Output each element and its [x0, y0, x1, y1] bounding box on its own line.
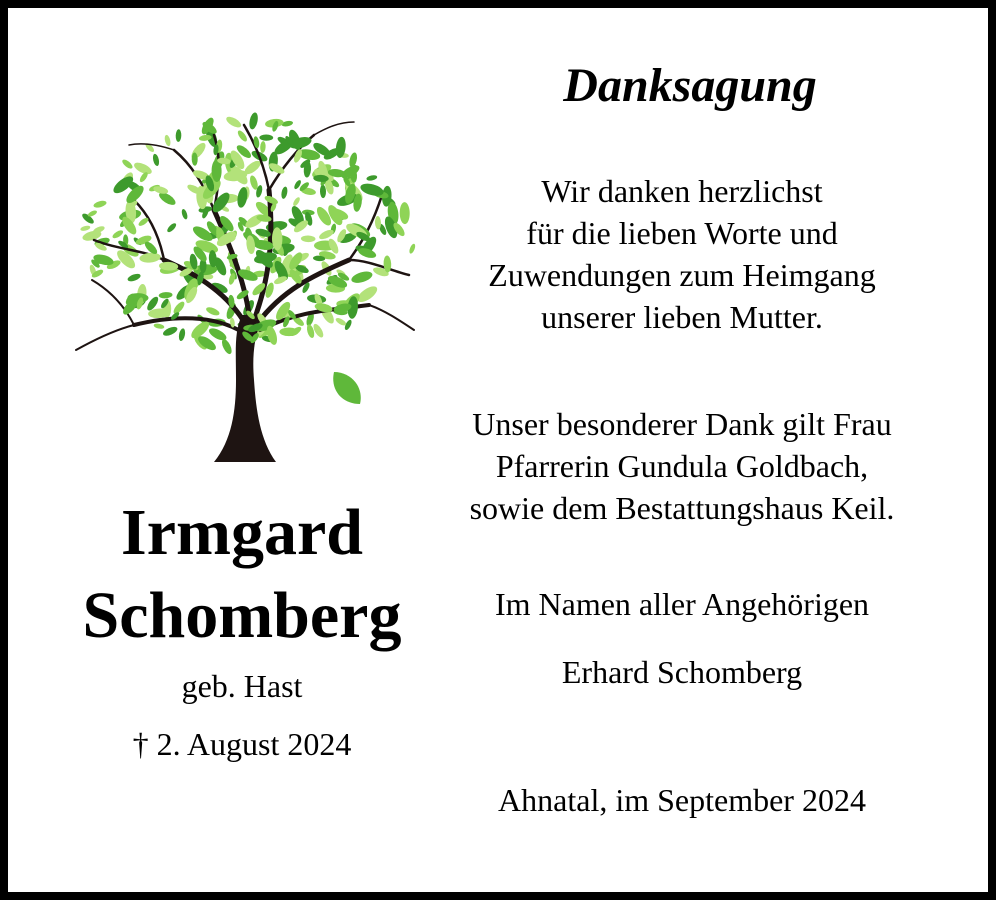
leaf: [166, 222, 178, 234]
leaf: [121, 158, 134, 170]
place-date: Ahnatal, im September 2024: [498, 782, 866, 818]
thanks-line: für die lieben Worte und: [526, 215, 838, 251]
leaf: [153, 323, 165, 330]
leaf: [80, 225, 91, 232]
special-thanks-line: sowie dem Bestattungshaus Keil.: [469, 490, 895, 526]
special-thanks-line: Unser besonderer Dank gilt Frau: [472, 406, 892, 442]
leaf: [132, 160, 153, 176]
thanks-line: unserer lieben Mutter.: [541, 299, 823, 335]
leaf: [220, 338, 234, 356]
leaf: [292, 196, 301, 207]
birth-name: geb. Hast: [181, 668, 303, 704]
death-date: † 2. August 2024: [132, 726, 352, 762]
special-thanks-paragraph: [432, 403, 932, 529]
leaf: [205, 306, 221, 317]
tree-icon: [64, 110, 424, 470]
thanks-line: Zuwendungen zum Heimgang: [488, 257, 876, 293]
leaf: [93, 199, 108, 208]
leaf: [181, 208, 189, 220]
leaf: [259, 134, 273, 140]
signer-name: Erhard Schomberg: [561, 654, 803, 690]
leaf: [175, 129, 181, 142]
thanks-paragraph: [432, 170, 932, 338]
leaf: [248, 112, 259, 130]
leaf: [350, 269, 374, 285]
leaf: [127, 272, 142, 282]
thanks-line: Wir danken herzlichst: [541, 173, 823, 209]
leaf: [152, 153, 160, 166]
leaf: [159, 292, 173, 299]
leaf: [164, 134, 172, 146]
leaf: [408, 243, 416, 254]
leaf: [178, 328, 186, 342]
deceased-first-name: Irmgard: [121, 496, 363, 569]
leaf: [400, 202, 410, 224]
leaf: [280, 186, 288, 199]
notice-heading: Danksagung: [563, 59, 817, 112]
leaf: [320, 185, 326, 199]
leaf: [111, 229, 124, 240]
on-behalf-line: Im Namen aller Angehörigen: [494, 586, 870, 622]
leaf: [253, 136, 260, 149]
deceased-last-name: Schomberg: [82, 579, 402, 652]
leaf: [260, 141, 266, 153]
special-thanks-line: Pfarrerin Gundula Goldbach,: [495, 448, 869, 484]
leaf: [366, 174, 378, 181]
leaf: [301, 235, 316, 242]
leaf: [225, 115, 243, 130]
